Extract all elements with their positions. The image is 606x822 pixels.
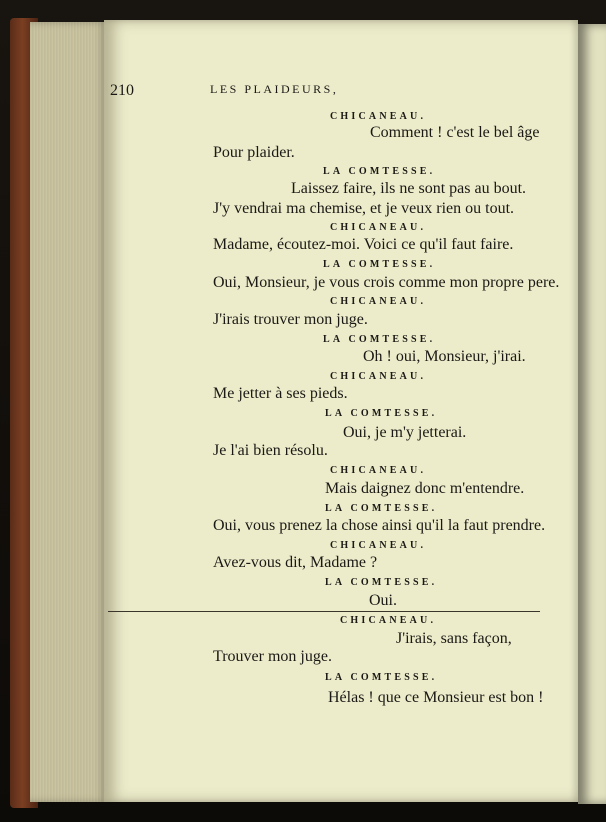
verse-line: J'irais, sans façon, (396, 630, 512, 647)
speaker-name: LA COMTESSE. (323, 259, 436, 270)
adjacent-page-edge (578, 24, 606, 804)
horizontal-rule (108, 611, 540, 612)
verse-line: Oui. (369, 592, 397, 609)
speaker-name: LA COMTESSE. (325, 672, 438, 683)
verse-line: Oui, Monsieur, je vous crois comme mon propre pere. (213, 274, 560, 291)
verse-line: Oui, je m'y jetterai. (343, 424, 467, 441)
speaker-name: LA COMTESSE. (325, 408, 438, 419)
running-title: LES PLAIDEURS, (210, 82, 339, 96)
verse-line: Hélas ! que ce Monsieur est bon ! (328, 689, 544, 706)
verse-line: J'irais trouver mon juge. (213, 311, 368, 328)
speaker-name: LA COMTESSE. (323, 166, 436, 177)
verse-line: Madame, écoutez-moi. Voici ce qu'il faut faire. (213, 236, 514, 253)
verse-line: Je l'ai bien résolu. (213, 442, 328, 459)
verse-line: Me jetter à ses pieds. (213, 385, 348, 402)
speaker-name: CHICANEAU. (330, 222, 427, 233)
verse-line: Mais daignez donc m'entendre. (325, 480, 525, 497)
speaker-name: CHICANEAU. (330, 540, 427, 551)
verse-line: J'y vendrai ma chemise, et je veux rien ou tout. (213, 200, 515, 217)
verse-line: Trouver mon juge. (213, 648, 332, 665)
verse-line: Oh ! oui, Monsieur, j'irai. (363, 348, 526, 365)
speaker-name: CHICANEAU. (330, 371, 427, 382)
verse-line: Comment ! c'est le bel âge (370, 124, 540, 141)
speaker-name: CHICANEAU. (340, 615, 437, 626)
page-edges-stack (30, 22, 108, 802)
speaker-name: CHICANEAU. (330, 465, 427, 476)
verse-line: Laissez faire, ils ne sont pas au bout. (291, 180, 527, 197)
speaker-name: CHICANEAU. (330, 111, 427, 122)
verse-line: Avez-vous dit, Madame ? (213, 554, 378, 571)
speaker-name: LA COMTESSE. (325, 577, 438, 588)
page-number: 210 (110, 82, 134, 99)
verse-line: Pour plaider. (213, 144, 295, 161)
speaker-name: LA COMTESSE. (323, 334, 436, 345)
verse-line: Oui, vous prenez la chose ainsi qu'il la faut prendre. (213, 517, 546, 534)
speaker-name: LA COMTESSE. (325, 503, 438, 514)
speaker-name: CHICANEAU. (330, 296, 427, 307)
